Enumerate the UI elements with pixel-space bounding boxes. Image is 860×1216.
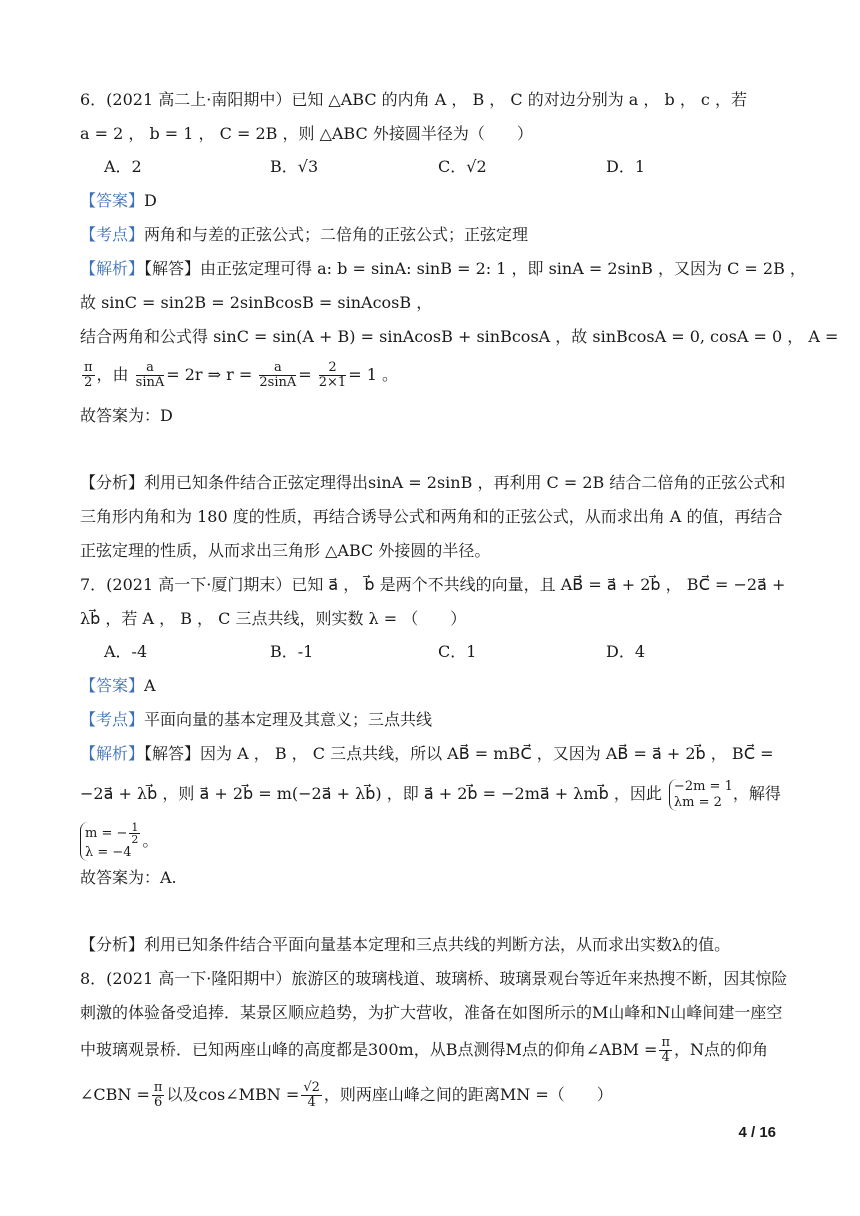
kaodian-tag: 【考点】 xyxy=(80,710,145,729)
q7-stem-line1: 7．(2021 高一下·厦门期末）已知 a⃗ ， b⃗ 是两个不共线的向量，且 AB⃗ = a⃗ + 2b⃗ ， BC⃗ = −2a⃗ + xyxy=(80,575,786,594)
jiexi-tag: 【解析】 xyxy=(80,744,145,763)
q8-l4-text-a: ∠CBN = xyxy=(80,1085,150,1104)
fraction-pi-over-2: $\frac{\pi}{2}$ xyxy=(84,360,93,390)
q8-l4-text-b: 以及cos∠MBN = xyxy=(166,1085,300,1104)
fraction-2-over-2x1: $\frac{2}{2\times 1}$ xyxy=(318,360,347,390)
q8-l3-text-b: ，N点的仰角 xyxy=(674,1040,769,1059)
q8-stem-line4 xyxy=(80,1078,780,1112)
q7-option-c: C．1 xyxy=(438,642,477,661)
q7-jiexi-text1: 【解答】因为 A ， B ， C 三点共线，所以 AB⃗ = mBC⃗ ，又因为 AB⃗ = a⃗ + 2b⃗ ， BC⃗ = xyxy=(144,744,774,763)
jiexi-tag: 【解析】 xyxy=(80,259,145,278)
fraction-pi-over-4: $\frac{\pi}{4}$ xyxy=(661,1035,670,1065)
q6-fenxi-line2: 三角形内角和为 180 度的性质，再结合诱导公式和两角和的正弦公式，从而求出角 A 的值，再结合 xyxy=(80,507,783,526)
q6-answer: D xyxy=(144,191,157,210)
q7-jiexi-line2 xyxy=(80,776,780,812)
q6-stem-line1: 6．(2021 高二上·南阳期中）已知 △ABC 的内角 A ， B ， C 的对边分别为 a ， b ， c ，若 xyxy=(80,90,747,109)
q7-conclusion: 故答案为：A. xyxy=(80,868,177,887)
q6-l4-text-d: = 1 。 xyxy=(348,365,398,384)
q6-kaodian-line xyxy=(80,225,780,245)
fraction-pi-over-6: $\frac{\pi}{6}$ xyxy=(153,1080,163,1110)
q6-fenxi-line1 xyxy=(80,473,786,493)
page-number: 4 / 16 xyxy=(738,1124,776,1141)
q6-option-a: A．2 xyxy=(104,157,142,176)
system-of-equations: −2m = 1 λm = 2 xyxy=(669,779,733,811)
q6-option-d: D．1 xyxy=(606,157,646,176)
q8-l4-text-c: ，则两座山峰之间的距离MN =（ ） xyxy=(323,1085,613,1104)
answer-tag: 【答案】 xyxy=(80,191,145,210)
answer-tag: 【答案】 xyxy=(80,676,145,695)
q6-stem-line2: a = 2 ， b = 1 ， C = 2B ，则 △ABC 外接圆半径为（ ） xyxy=(80,124,533,143)
q6-jiexi-text1: 【解答】由正弦定理可得 a: b = sinA: sinB = 2: 1 ，即 sinA = 2sinB ，又因为 C = 2B ， xyxy=(144,259,806,278)
q7-l3-end: 。 xyxy=(142,831,159,850)
q7-jiexi-line1 xyxy=(80,744,780,764)
fenxi-tag: 【分析】 xyxy=(80,935,145,954)
q6-option-b: B．√3 xyxy=(270,157,319,176)
q6-jiexi-line1 xyxy=(80,259,806,279)
q6-answer-line xyxy=(80,191,780,211)
q6-l4-text-b: = 2r ⇒ r = xyxy=(166,365,253,384)
q6-l4-text-a: ，由 xyxy=(96,365,129,384)
fraction-a-over-sinA: $\frac{a}{\sin A}$ xyxy=(135,360,165,390)
q6-jiexi-line2: 故 sinC = sin2B = 2sinBcosB = sinAcosB ， xyxy=(80,293,433,312)
q7-option-b: B．-1 xyxy=(270,642,314,661)
q7-option-a: A．-4 xyxy=(104,642,148,661)
solution-system: m = − $\frac{1}{2}$ λ = −4 xyxy=(80,822,142,861)
q8-l3-text-a: 中玻璃观景桥．已知两座山峰的高度都是300m，从B点测得M点的仰角∠ABM = xyxy=(80,1040,658,1059)
fraction-sqrt2-over-4: $\frac{√2}{4}$ xyxy=(303,1080,320,1110)
q8-stem-line1: 8．(2021 高一下·隆阳期中）旅游区的玻璃栈道、玻璃桥、玻璃景观台等近年来热搜不断，因其惊险 xyxy=(80,969,788,988)
q7-stem-line2: λb⃗ ，若 A ， B ， C 三点共线，则实数 λ = （ ） xyxy=(80,609,467,628)
q7-jiexi-line3 xyxy=(80,822,780,861)
q8-stem-line3 xyxy=(80,1033,780,1067)
kaodian-tag: 【考点】 xyxy=(80,225,145,244)
q7-l2-text-a: −2a⃗ + λb⃗ ，则 a⃗ + 2b⃗ = m(−2a⃗ + λb⃗) ，即 a⃗ + 2b⃗ = −2ma⃗ + λmb⃗ ，因此 xyxy=(80,784,662,803)
q6-jiexi-line3: 结合两角和公式得 sinC = sin(A + B) = sinAcosB + sinBcosA ，故 sinBcosA = 0, cosA = 0 ， A = xyxy=(80,327,839,346)
q7-kaodian: 平面向量的基本定理及其意义；三点共线 xyxy=(144,710,433,729)
q8-stem-line2: 刺激的体验备受追捧．某景区顺应趋势，为扩大营收，准备在如图所示的M山峰和N山峰间建一座空 xyxy=(80,1003,783,1022)
q6-jiexi-line4 xyxy=(80,358,780,392)
q6-fenxi-line3: 正弦定理的性质，从而求出三角形 △ABC 外接圆的半径。 xyxy=(80,541,491,560)
q7-fenxi-line xyxy=(80,935,780,955)
q7-option-d: D．4 xyxy=(606,642,646,661)
fraction-a-over-2sinA: $\frac{a}{2\sin A}$ xyxy=(259,360,297,390)
q6-conclusion: 故答案为：D xyxy=(80,406,173,425)
q6-l4-text-c: = xyxy=(298,365,312,384)
q7-fenxi-text: 利用已知条件结合平面向量基本定理和三点共线的判断方法，从而求出实数λ的值。 xyxy=(144,935,731,954)
q7-answer: A xyxy=(144,676,156,695)
q6-kaodian: 两角和与差的正弦公式；二倍角的正弦公式；正弦定理 xyxy=(144,225,529,244)
q7-l2-text-b: ，解得 xyxy=(732,784,781,803)
q7-answer-line xyxy=(80,676,780,696)
q6-fenxi-text1: 利用已知条件结合正弦定理得出sinA = 2sinB ，再利用 C = 2B 结合二倍角的正弦公式和 xyxy=(144,473,786,492)
q6-option-c: C．√2 xyxy=(438,157,487,176)
q7-kaodian-line xyxy=(80,710,780,730)
fenxi-tag: 【分析】 xyxy=(80,473,145,492)
